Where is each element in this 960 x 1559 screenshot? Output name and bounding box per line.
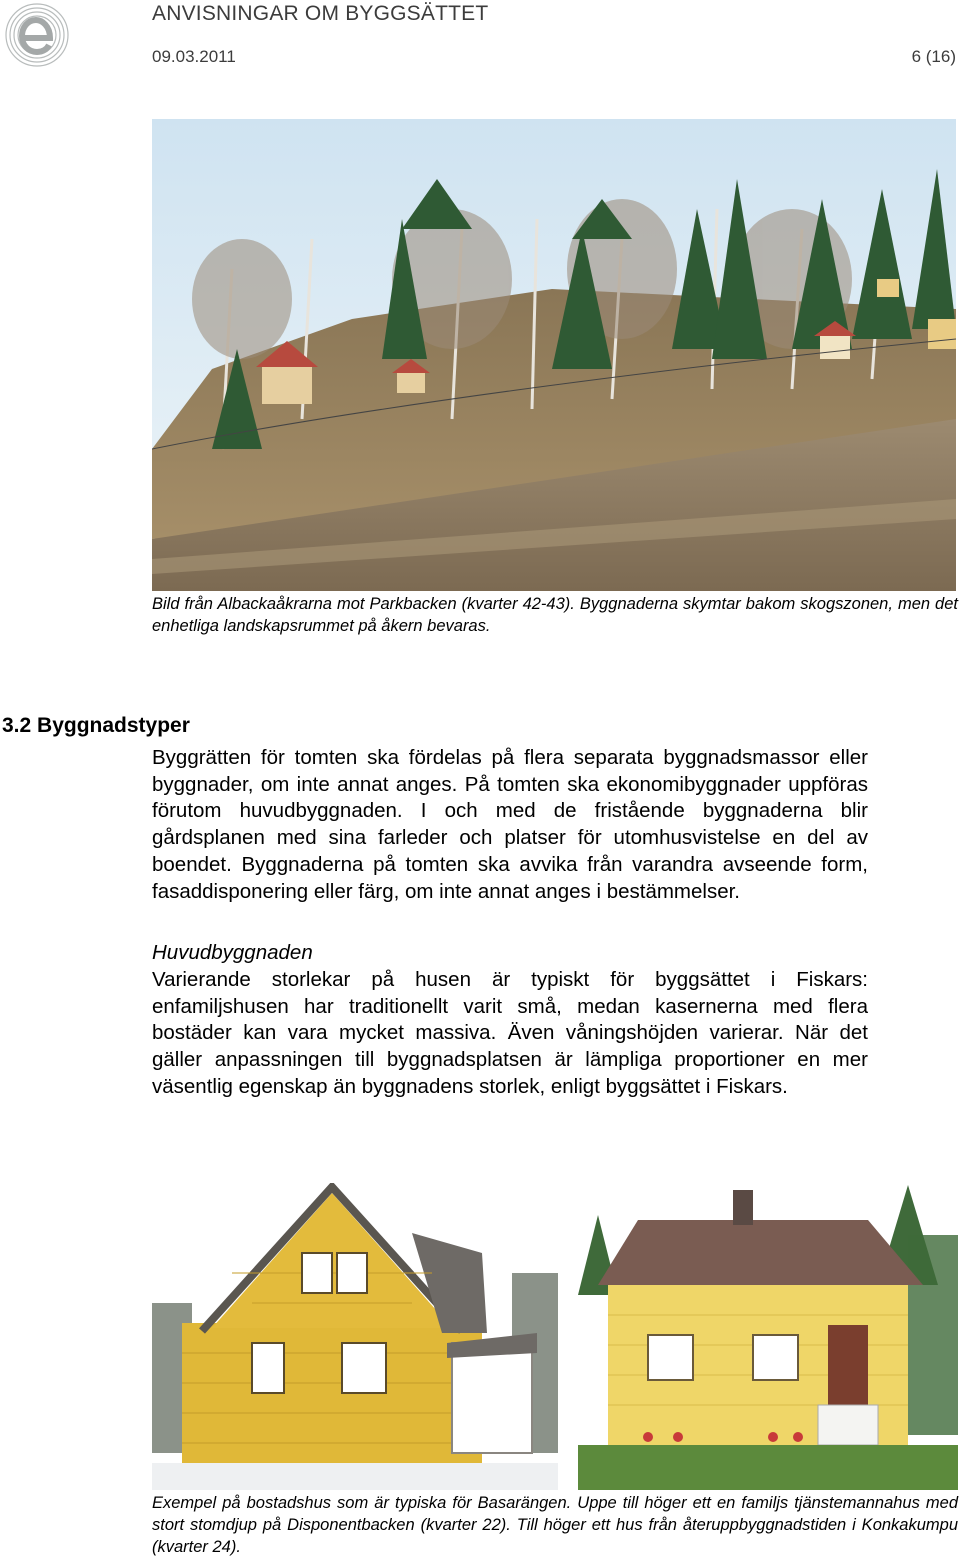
landscape-photo [152,119,956,591]
body-paragraph-1: Byggrätten för tomten ska fördelas på flera separata byggnadsmassor eller byggnader, om inte annat anges. På tomten ska ekonomibyggnader uppföras förutom huvudbyggnaden. I och med de fristående byggnaderna blir gårdsplanen med sina farleder och platser för utomhusvistelse en del av boendet. Byggnaderna på tomten ska avvika från varandra avseende form, fasaddisponering eller färg, om inte annat anges i bestämmelser. [152,746,868,903]
subsection-heading: Huvudbyggnaden [152,941,313,964]
page-number: 6 (16) [911,47,956,66]
document-title: ANVISNINGAR OM BYGGSÄTTET [152,2,489,25]
spiral-e-logo-icon [4,2,70,68]
photo-caption-1: Bild från Albackaåkrarna mot Parkbacken (kvarter 42-43). Byggnaderna skymtar bakom skogszonen, men det enhetliga landskapsrummet på åkern bevaras. [152,595,958,635]
house-photo-left [152,1183,558,1490]
house-photo-right [578,1175,958,1490]
document-date: 09.03.2011 [152,47,236,66]
body-paragraph-2: Varierande storlekar på husen är typiskt för byggsättet i Fiskars: enfamiljshusen har traditionellt varit små, medan kasernerna med flera bostäder kan vara mycket massiva. Även våningshöjden varierar. När det gäller anpassningen till byggnadsplatsen är lämpliga proportioner en mer väsentlig egenskap än byggnadens storlek, enligt byggsättet i Fiskars. [152,968,868,1098]
section-heading: 3.2 Byggnadstyper [2,714,190,737]
photo-caption-2: Exempel på bostadshus som är typiska för Basarängen. Uppe till höger ett en familjs tjänstemannahus med stort stomdjup på Disponentbacken (kvarter 22). Till höger ett hus från återuppbyggnadstiden i Konkakumpu (kvarter 24). [152,1494,958,1556]
